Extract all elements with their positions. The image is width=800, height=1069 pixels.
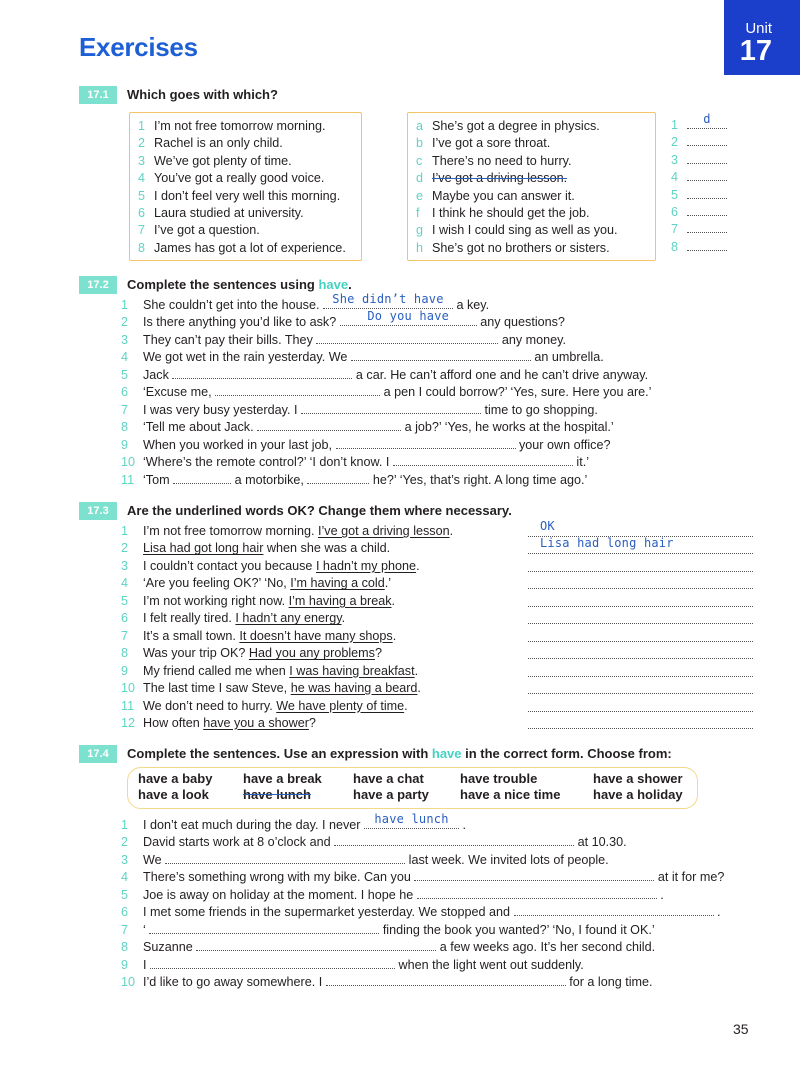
sentence-start: Jack [143, 367, 169, 382]
sentence-end: last week. We invited lots of people. [408, 852, 609, 867]
exercise-number: 17.2 [79, 276, 117, 294]
sentence-start: I was very busy yesterday. I [143, 402, 298, 417]
sentence-end: . [462, 818, 466, 832]
item-number: 4 [671, 170, 679, 185]
answer-field[interactable] [165, 852, 405, 864]
item-text: She’s got no brothers or sisters. [432, 240, 610, 255]
item-number: 5 [671, 187, 679, 202]
answer-field[interactable] [334, 834, 574, 846]
sentence-end: at it for me? [657, 870, 725, 885]
item-number: 4 [121, 350, 129, 365]
item-letter: b [416, 136, 424, 151]
item-number: 9 [121, 437, 129, 452]
sentence-start: When you worked in your last job, [143, 437, 332, 452]
sentence-end: finding the book you wanted?’ ‘No, I found it OK.’ [382, 922, 655, 937]
sentence-row [121, 939, 655, 956]
sentence-row [121, 698, 408, 715]
item-number: 12 [121, 715, 136, 730]
item-number: 6 [121, 611, 129, 626]
item-number: 6 [138, 206, 146, 220]
item-number: 1 [121, 818, 129, 832]
sentence-row [121, 419, 614, 436]
sentence-row [121, 852, 609, 869]
item-text: You’ve got a really good voice. [154, 171, 325, 186]
answer-field[interactable] [687, 152, 727, 164]
handwritten-answer: d [703, 112, 711, 126]
answer-field[interactable] [196, 939, 436, 951]
answer-field[interactable] [215, 384, 380, 396]
sentence-row [121, 922, 655, 939]
answer-row [671, 239, 727, 256]
answer-field[interactable] [528, 519, 753, 537]
list-item [416, 222, 618, 239]
sentence-row [121, 834, 627, 851]
choice-option: have a look [138, 787, 209, 802]
underlined-words: he was having a beard [290, 681, 418, 696]
list-item [138, 188, 340, 205]
underlined-words: I hadn’t any energy [235, 611, 342, 626]
item-number: 3 [671, 152, 679, 167]
sentence-text: . [341, 611, 346, 626]
sentence-text: The last time I saw Steve, [143, 681, 291, 696]
sentence-end: a job?’ ‘Yes, he works at the hospital.’ [404, 420, 614, 435]
choice-option: have lunch [243, 787, 311, 802]
sentence-text: . [416, 558, 420, 573]
item-number: 3 [138, 153, 146, 168]
item-text: I’ve got a question. [154, 223, 260, 238]
sentence-text: . [417, 681, 421, 696]
answer-field[interactable] [173, 472, 231, 484]
choice-option: have trouble [460, 771, 538, 786]
item-text: There’s no need to hurry. [432, 153, 572, 168]
handwritten-answer: OK [540, 519, 555, 533]
list-item [138, 153, 292, 170]
choices-box [127, 767, 698, 809]
exercise-title [127, 277, 352, 292]
sentence-text: . [404, 698, 408, 713]
underlined-words: have you a shower [203, 715, 309, 730]
sentence-start: We [143, 852, 162, 867]
exercise-number: 17.1 [79, 86, 117, 104]
sentence-row [121, 349, 604, 366]
sentence-row [121, 454, 589, 471]
sentence-start: There’s something wrong with my bike. Can you [143, 870, 411, 885]
sentence-text: . [449, 524, 454, 538]
sentence-start: Joe is away on holiday at the moment. I hope he [143, 887, 414, 902]
item-text: She’s got a degree in physics. [432, 119, 600, 133]
answer-field[interactable] [528, 560, 753, 572]
underlined-words: I was having breakfast [289, 663, 415, 678]
answer-field[interactable] [316, 332, 498, 344]
list-item [416, 205, 590, 222]
answer-field[interactable] [414, 869, 654, 881]
item-number: 8 [138, 240, 146, 255]
item-number: 3 [121, 558, 129, 573]
sentence-text: . [391, 593, 395, 608]
answer-field[interactable] [687, 134, 727, 146]
sentence-text: ? [308, 715, 316, 730]
underlined-words: It doesn’t have many shops [239, 628, 393, 643]
title-highlight: have [318, 277, 349, 292]
handwritten-answer: She didn’t have [332, 292, 444, 306]
sentence-end: . [660, 887, 664, 902]
item-number: 2 [138, 136, 146, 151]
sentence-start: I met some friends in the supermarket yesterday. We stopped and [143, 905, 511, 920]
item-number: 5 [121, 367, 129, 382]
answer-row [671, 221, 727, 238]
item-text: I’m not free tomorrow morning. [154, 119, 326, 133]
item-number: 8 [121, 646, 129, 661]
answer-field[interactable] [528, 536, 753, 554]
item-text: Maybe you can answer it. [432, 188, 575, 203]
item-number: 5 [121, 887, 129, 902]
item-text: I think he should get the job. [432, 206, 590, 220]
item-number: 8 [671, 239, 679, 254]
unit-tab [724, 0, 800, 75]
item-number: 1 [138, 119, 146, 133]
exercise-title: Are the underlined words OK? Change them where necessary. [127, 503, 512, 518]
item-number: 9 [121, 663, 129, 678]
sentence-start: Is there anything you’d like to ask? [143, 315, 337, 330]
answer-row [671, 187, 727, 204]
sentence-row [121, 472, 587, 489]
sentence-start: ‘Tell me about Jack. [143, 420, 254, 435]
sentence-end: a motorbike, [234, 472, 304, 487]
title-highlight: have [431, 746, 462, 761]
list-item [138, 205, 304, 222]
sentence-end: time to go shopping. [484, 402, 598, 417]
exercise-title: Which goes with which? [127, 87, 278, 102]
list-item [416, 240, 610, 257]
item-text: We’ve got plenty of time. [154, 153, 292, 168]
sentence-end: for a long time. [569, 975, 653, 990]
item-number: 6 [671, 205, 679, 219]
page-number: 35 [733, 1021, 749, 1037]
sentence-text: We don’t need to hurry. [143, 698, 277, 713]
sentence-row [121, 904, 721, 921]
item-number: 10 [121, 975, 136, 990]
item-number: 10 [121, 455, 136, 470]
sentence-start: ‘Where’s the remote control?’ ‘I don’t know. I [143, 455, 390, 470]
sentence-end: . [717, 905, 721, 920]
item-number: 6 [121, 905, 129, 920]
answer-field[interactable] [528, 700, 753, 712]
choice-option: have a baby [138, 771, 213, 786]
answer-field[interactable] [528, 717, 753, 729]
list-item [416, 118, 600, 135]
answer-field[interactable] [687, 204, 727, 216]
item-number: 7 [671, 222, 679, 237]
answer-field[interactable] [417, 887, 657, 899]
item-text: I don’t feel very well this morning. [154, 188, 341, 203]
answer-field[interactable] [149, 922, 379, 934]
sentence-text: Was your trip OK? [143, 646, 249, 661]
sentence-end: your own office? [519, 437, 611, 452]
list-item [416, 170, 567, 187]
item-text: I’ve got a driving lesson. [432, 171, 568, 186]
sentence-row [121, 663, 418, 680]
item-number: 2 [121, 315, 129, 330]
item-number: 5 [138, 188, 146, 203]
choice-option: have a break [243, 771, 322, 786]
sentence-text: My friend called me when [143, 663, 290, 678]
sentence-end: a key. [456, 298, 490, 312]
exercise-number: 17.4 [79, 745, 117, 763]
title-text: Complete the sentences using [127, 277, 319, 292]
sentence-row [121, 575, 391, 592]
sentence-start: We got wet in the rain yesterday. We [143, 350, 348, 365]
item-number: 6 [121, 385, 129, 400]
item-letter: c [416, 153, 423, 168]
choice-option: have a holiday [593, 787, 683, 802]
sentence-row [121, 887, 664, 904]
answer-field[interactable] [687, 169, 727, 181]
sentence-end: a few weeks ago. It’s her second child. [439, 940, 656, 955]
sentence-start: They can’t pay their bills. They [143, 332, 313, 347]
sentence-start: I [143, 957, 147, 972]
answer-field[interactable] [336, 437, 516, 449]
sentence-text: I couldn’t contact you because [143, 558, 316, 573]
answer-field[interactable] [364, 812, 459, 829]
item-number: 3 [121, 332, 129, 347]
sentence-row [121, 384, 651, 401]
list-item [138, 240, 346, 257]
answer-field[interactable] [257, 419, 401, 431]
item-number: 2 [121, 541, 129, 556]
item-number: 1 [121, 524, 129, 538]
answer-field[interactable] [340, 309, 477, 326]
sentence-end: he?’ ‘Yes, that’s right. A long time ago.’ [372, 472, 588, 487]
sentence-row [121, 974, 653, 991]
answer-field[interactable] [301, 402, 481, 414]
sentence-row [121, 812, 466, 834]
sentence-end: any questions? [480, 315, 565, 330]
item-letter: f [416, 206, 420, 220]
sentence-row [121, 437, 610, 454]
item-number: 11 [121, 472, 135, 487]
item-number: 7 [121, 402, 129, 417]
answer-field[interactable] [323, 292, 453, 309]
answer-field[interactable] [326, 974, 566, 986]
answer-field[interactable] [351, 349, 531, 361]
underlined-words: We have plenty of time [276, 698, 405, 713]
underlined-words: I’m having a cold [290, 576, 385, 591]
item-letter: e [416, 188, 424, 203]
item-number: 9 [121, 957, 129, 972]
sentence-row [121, 367, 648, 384]
item-number: 4 [121, 576, 129, 591]
answer-row [671, 112, 727, 134]
underlined-words: Lisa had got long hair [143, 541, 264, 556]
title-text-end: . [348, 277, 352, 292]
item-letter: d [416, 171, 424, 186]
sentence-row [121, 558, 420, 575]
item-text: James has got a lot of experience. [154, 240, 346, 255]
sentence-start: ‘ [143, 922, 146, 937]
answer-field[interactable] [687, 112, 727, 129]
answer-column [669, 112, 739, 261]
item-text: I wish I could sing as well as you. [432, 223, 618, 238]
underlined-words: I’m having a break [288, 593, 392, 608]
choice-option: have a nice time [460, 787, 561, 802]
sentence-row [121, 680, 421, 697]
answer-field[interactable] [393, 454, 573, 466]
item-number: 5 [121, 593, 129, 608]
list-item [138, 135, 283, 152]
choice-option: have a party [353, 787, 429, 802]
sentence-row [121, 869, 724, 886]
sentence-row [121, 957, 584, 974]
answer-row [671, 134, 727, 151]
choice-option: have a shower [593, 771, 683, 786]
answer-field[interactable] [150, 957, 395, 969]
responses-box [407, 112, 656, 261]
item-number: 10 [121, 681, 136, 696]
answer-field[interactable] [528, 577, 753, 589]
sentence-row [121, 309, 565, 331]
sentence-row [121, 540, 390, 557]
page-title: Exercises [79, 32, 198, 62]
item-number: 1 [121, 298, 129, 312]
sentence-start: David starts work at 8 o’clock and [143, 835, 331, 850]
answer-field[interactable] [528, 647, 753, 659]
list-item [416, 153, 572, 170]
sentences-box [129, 112, 362, 261]
sentence-row [121, 593, 395, 610]
sentence-row [121, 332, 566, 349]
answer-field[interactable] [528, 665, 753, 677]
exercise-title [127, 746, 672, 761]
list-item [416, 135, 550, 152]
sentence-row [121, 402, 598, 419]
item-text: I’ve got a sore throat. [432, 136, 551, 151]
item-letter: h [416, 240, 424, 255]
sentence-row [121, 610, 345, 627]
answer-field[interactable] [687, 221, 727, 233]
title-text-end: in the correct form. Choose from: [461, 746, 672, 761]
item-number: 4 [121, 870, 129, 885]
sentence-text: I’m not free tomorrow morning. [143, 524, 318, 538]
unit-label: Unit [745, 20, 772, 37]
item-text: Laura studied at university. [154, 206, 304, 220]
item-number: 1 [671, 118, 679, 132]
underlined-words: I hadn’t my phone [315, 558, 417, 573]
sentence-row [121, 628, 396, 645]
sentence-end: any money. [501, 332, 567, 347]
sentence-end: when the light went out suddenly. [398, 957, 584, 972]
answer-field[interactable] [307, 472, 369, 484]
sentence-row [121, 645, 382, 662]
choice-option: have a chat [353, 771, 424, 786]
answer-field[interactable] [172, 367, 352, 379]
exercise-number: 17.3 [79, 502, 117, 520]
sentence-text: when she was a child. [263, 541, 391, 556]
answer-field[interactable] [528, 612, 753, 624]
item-number: 2 [121, 835, 129, 850]
item-number: 2 [671, 135, 679, 150]
sentence-start: She couldn’t get into the house. [143, 298, 320, 312]
answer-field[interactable] [528, 595, 753, 607]
sentence-text: It’s a small town. [143, 628, 240, 643]
list-item [138, 118, 325, 135]
item-number: 11 [121, 698, 135, 713]
handwritten-answer: have lunch [374, 812, 449, 826]
unit-number: 17 [739, 35, 772, 67]
item-number: 3 [121, 852, 129, 867]
sentence-start: ‘Tom [143, 472, 170, 487]
item-letter: a [416, 119, 424, 133]
answer-field[interactable] [687, 187, 727, 199]
sentence-text: I’m not working right now. [143, 593, 289, 608]
underlined-words: I’ve got a driving lesson [317, 524, 450, 538]
sentence-end: an umbrella. [534, 350, 604, 365]
answer-row [671, 204, 727, 221]
list-item [138, 170, 324, 187]
item-number: 7 [121, 922, 129, 937]
sentence-end: a pen I could borrow?’ ‘Yes, sure. Here you are.’ [383, 385, 652, 400]
answer-field[interactable] [528, 630, 753, 642]
sentence-end: at 10.30. [577, 835, 627, 850]
answer-field[interactable] [528, 682, 753, 694]
sentence-start: Suzanne [143, 940, 193, 955]
sentence-row [121, 715, 316, 732]
sentence-text: .’ [384, 576, 392, 591]
sentence-text: I felt really tired. [143, 611, 236, 626]
list-item [138, 222, 260, 239]
list-item [416, 188, 575, 205]
sentence-end: it.’ [576, 455, 589, 470]
title-text: Complete the sentences. Use an expression with [127, 746, 432, 761]
sentence-text: . [392, 628, 397, 643]
item-number: 4 [138, 171, 146, 186]
handwritten-answer: Lisa had long hair [540, 536, 674, 551]
item-number: 8 [121, 420, 129, 435]
sentence-text: . [414, 663, 419, 678]
sentence-start: I don’t eat much during the day. I never [143, 818, 361, 832]
sentence-end: a car. He can’t afford one and he can’t drive anyway. [355, 367, 649, 382]
sentence-row [121, 523, 453, 540]
sentence-start: ‘Excuse me, [143, 385, 212, 400]
item-number: 7 [138, 223, 146, 238]
item-text: Rachel is an only child. [154, 136, 283, 151]
answer-field[interactable] [687, 239, 727, 251]
item-number: 7 [121, 628, 129, 643]
underlined-words: Had you any problems [248, 646, 375, 661]
answer-row [671, 169, 727, 186]
item-number: 8 [121, 940, 129, 955]
sentence-text: How often [143, 715, 204, 730]
sentence-start: I’d like to go away somewhere. I [143, 975, 323, 990]
sentence-text: ‘Are you feeling OK?’ ‘No, [143, 576, 291, 591]
answer-row [671, 152, 727, 169]
sentence-text: ? [374, 646, 382, 661]
handwritten-answer: Do you have [367, 309, 450, 324]
answer-field[interactable] [514, 904, 714, 916]
item-letter: g [416, 223, 424, 238]
